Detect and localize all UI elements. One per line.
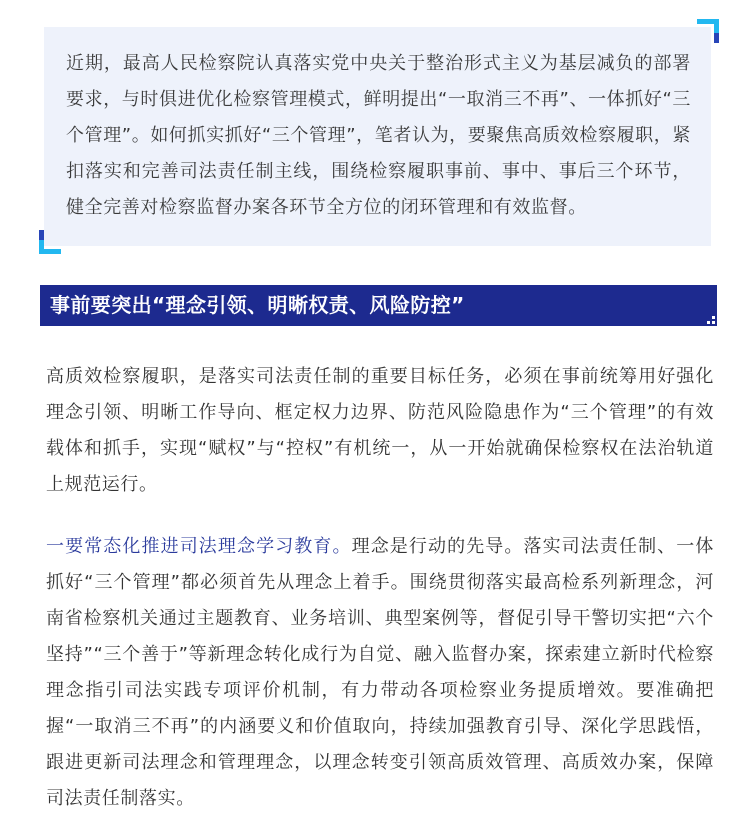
paragraph-2-lead: 一要常态化推进司法理念学习教育。 xyxy=(46,536,352,557)
corner-accent-top-right xyxy=(714,33,719,43)
intro-box xyxy=(44,27,711,246)
paragraph-1: 高质效检察履职，是落实司法责任制的重要目标任务，必须在事前统筹用好强化理念引领、明晰工作导向、框定权力边界、防范风险隐患作为“三个管理”的有效载体和抓手，实现“赋权”与“控权”有机统一，从一开始就确保检察权在法治轨道上规范运行。 xyxy=(46,366,714,495)
paragraph-2-body: 理念是行动的先导。落实司法责任制、一体抓好“三个管理”都必须首先从理念上着手。围绕贯彻落实最高检系列新理念，河南省检察机关通过主题教育、业务培训、典型案例等，督促引导干警切实把“六个坚持”“三个善于”等新理念转化成行为自觉、融入监督办案，探索建立新时代检察理念指引司法实践专项评价机制，有力带动各项检察业务提质增效。要准确把握“一取消三不再”的内涵要义和价值取向，持续加强教育引导、深化学思践悟，跟进更新司法理念和管理理念，以理念转变引领高质效管理、高质效办案，保障司法责任制落实。 xyxy=(46,536,714,809)
section-title: 事前要突出“理念引领、明晰权责、风险防控” xyxy=(50,293,465,317)
pixel-dots-decoration xyxy=(703,316,717,330)
paragraph-2 xyxy=(46,529,714,817)
section-header xyxy=(40,285,717,326)
corner-accent-bottom-left xyxy=(39,230,44,240)
intro-text: 近期，最高人民检察院认真落实党中央关于整治形式主义为基层减负的部署要求，与时俱进优化检察管理模式，鲜明提出“一取消三不再”、一体抓好“三个管理”。如何抓实抓好“三个管理”，笔者认为，要聚焦高质效检察履职，紧扣落实和完善司法责任制主线，围绕检察履职事前、事中、事后三个环节，健全完善对检察监督办案各环节全方位的闭环管理和有效监督。 xyxy=(66,53,691,218)
